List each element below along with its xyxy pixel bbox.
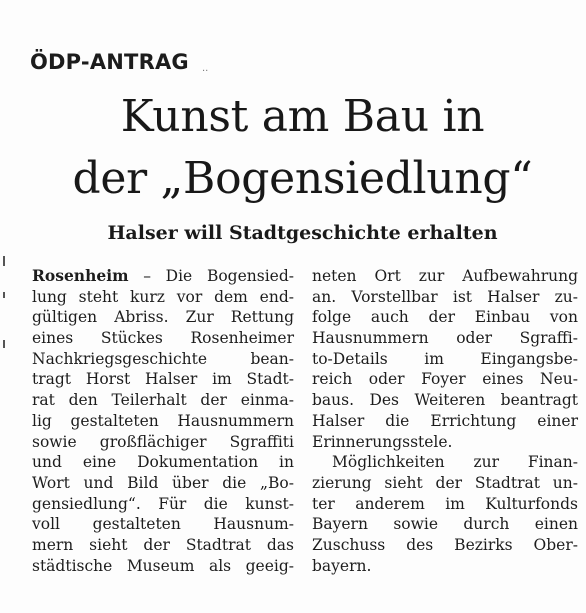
first-line-rest: – Die Bogensied- bbox=[128, 267, 294, 285]
body-line: sowie großflächiger Sgraffiti bbox=[32, 432, 294, 451]
body-line: zierung sieht der Stadtrat un- bbox=[312, 473, 578, 492]
body-line: folge auch der Einbau von bbox=[312, 308, 578, 327]
body-line: an. Vorstellbar ist Halser zu- bbox=[312, 287, 578, 306]
dateline: Rosenheim bbox=[32, 266, 129, 285]
scan-margin-mark bbox=[3, 340, 5, 348]
body-line: baus. Des Weiteren beantragt bbox=[312, 391, 578, 410]
body-line: Erinnerungsstele. bbox=[312, 432, 453, 451]
body-line: bayern. bbox=[312, 556, 372, 575]
body-line: Zuschuss des Bezirks Ober- bbox=[312, 535, 578, 554]
headline-line-1: Kunst am Bau in bbox=[120, 91, 485, 142]
body-line: to-Details im Eingangsbe- bbox=[312, 349, 578, 368]
body-line: lung steht kurz vor dem end- bbox=[32, 287, 294, 306]
article-kicker: ÖDP-ANTRAG bbox=[30, 50, 189, 74]
right-column bbox=[312, 266, 578, 576]
body-line: Bayern sowie durch einen bbox=[312, 515, 578, 534]
body-line: städtische Museum als geeig- bbox=[32, 556, 294, 575]
body-line: und eine Dokumentation in bbox=[32, 453, 294, 472]
body-line: gültigen Abriss. Zur Rettung bbox=[32, 308, 294, 327]
body-line: gensiedlung“. Für die kunst- bbox=[32, 494, 294, 513]
body-line: eines Stückes Rosenheimer bbox=[32, 329, 294, 348]
body-line: Wort und Bild über die „Bo- bbox=[32, 473, 294, 492]
paragraph-start-line: Möglichkeiten zur Finan- bbox=[332, 453, 578, 472]
scan-margin-mark bbox=[3, 292, 5, 298]
body-line: reich oder Foyer eines Neu- bbox=[312, 370, 578, 389]
scan-margin-mark bbox=[3, 256, 5, 266]
body-line: ter anderem im Kulturfonds bbox=[312, 494, 578, 513]
body-line: lig gestalteten Hausnummern bbox=[32, 411, 294, 430]
article-subheadline: Halser will Stadtgeschichte erhalten bbox=[107, 222, 498, 244]
kicker-dots: ·· bbox=[202, 66, 209, 77]
body-line: rat den Teilerhalt der einma- bbox=[32, 391, 294, 410]
body-line: Hausnummern oder Sgraffi- bbox=[312, 329, 578, 348]
body-line: tragt Horst Halser im Stadt- bbox=[32, 370, 294, 389]
body-line: Halser die Errichtung einer bbox=[312, 411, 578, 430]
body-line: mern sieht der Stadtrat das bbox=[32, 535, 294, 554]
left-column bbox=[32, 266, 294, 576]
headline-line-2: der „Bogensiedlung“ bbox=[72, 153, 533, 204]
body-line: Nachkriegsgeschichte bean- bbox=[32, 349, 294, 368]
body-line: voll gestalteten Hausnum- bbox=[32, 515, 294, 534]
body-line bbox=[32, 266, 294, 287]
article-headline bbox=[20, 86, 585, 210]
body-line: neten Ort zur Aufbewahrung bbox=[312, 267, 578, 285]
